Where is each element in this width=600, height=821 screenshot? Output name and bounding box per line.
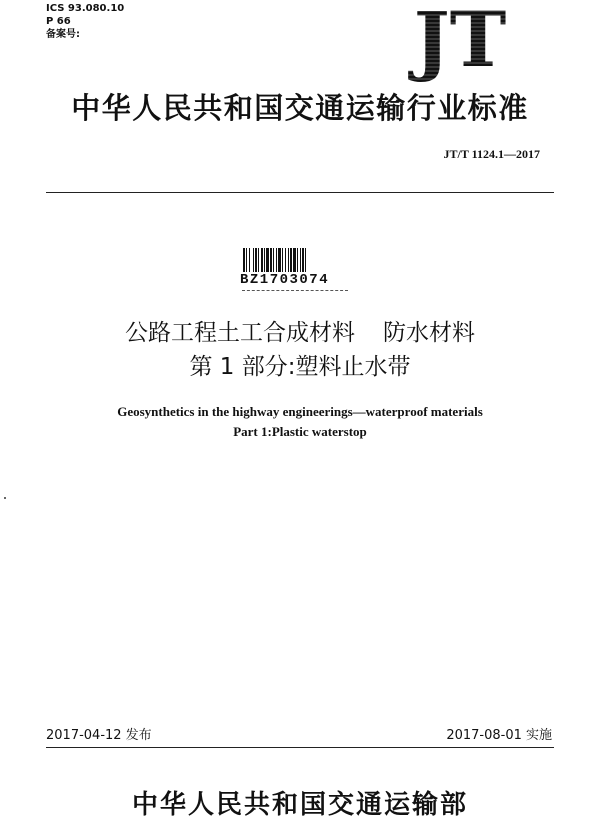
issuing-ministry: 中华人民共和国交通运输部: [131, 790, 468, 820]
issue-date: 2017-04-12 发布: [46, 728, 152, 743]
barcode-bar: [266, 248, 269, 272]
barcode-bar: [255, 248, 257, 272]
barcode-underline: [242, 290, 348, 291]
barcode-bar: [258, 248, 259, 272]
logo-letters: JT: [413, 0, 507, 84]
barcode-bar: [305, 248, 306, 272]
barcode-bar: [253, 248, 254, 272]
barcode-bar: [246, 248, 247, 272]
barcode-bar: [270, 248, 272, 272]
barcode-bar: [282, 248, 283, 272]
barcode-bar: [297, 248, 298, 272]
footer-divider: [46, 747, 554, 748]
standard-number: JT/T 1124.1—2017: [443, 147, 540, 161]
header-meta: [46, 2, 124, 41]
title-en-line2: Part 1:Plastic waterstop: [233, 424, 367, 439]
barcode-bar: [261, 248, 263, 272]
title-cn-line2: 第 1 部分:塑料止水带: [189, 354, 411, 380]
category-code: P 66: [46, 16, 71, 27]
barcode-bar: [249, 248, 250, 272]
barcode-bar: [288, 248, 289, 272]
barcode-bar: [264, 248, 265, 272]
title-en-line1: Geosynthetics in the highway engineerings—waterproof materials: [117, 404, 483, 419]
barcode-number: BZ1703074: [240, 272, 330, 288]
barcode-bar: [276, 248, 277, 272]
barcode-bar: [243, 248, 245, 272]
implement-date: 2017-08-01 实施: [446, 728, 552, 743]
title-cn-line1: [0, 314, 600, 347]
barcode-bar: [273, 248, 274, 272]
barcode-bar: [293, 248, 296, 272]
barcode-bar: [285, 248, 286, 272]
barcode-bar: [290, 248, 292, 272]
barcode-bar: [302, 248, 304, 272]
ics-code: ICS 93.080.10: [46, 3, 125, 14]
title-cn-part-b: 防水材料: [383, 320, 475, 346]
header-divider: [46, 192, 554, 193]
issuing-authority-title: 中华人民共和国交通运输行业标准: [71, 91, 529, 125]
barcode-bar: [278, 248, 281, 272]
jt-logo: [398, 0, 522, 84]
scan-speck: [4, 497, 6, 499]
barcode: [242, 248, 348, 272]
record-number: 备案号:: [46, 29, 80, 40]
title-cn-part-a: 公路工程土工合成材料: [125, 320, 355, 346]
barcode-bar: [300, 248, 301, 272]
